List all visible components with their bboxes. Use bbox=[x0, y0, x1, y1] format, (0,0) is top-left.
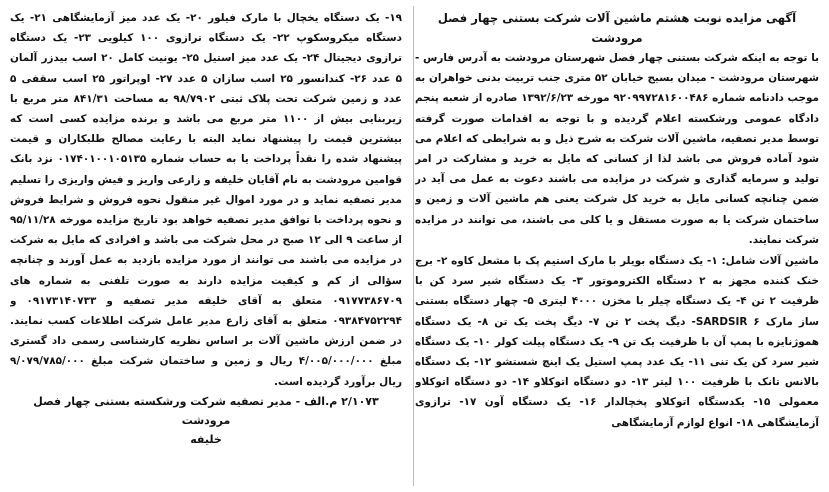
intro-paragraph: با توجه به اینکه شرکت بستنی چهار فصل شهرستان مرودشت به آدرس فارس - شهرستان مرودشت - میدان بسیج خیابان ۵۲ متری جنب تربیت بدنی خواهران به موجب دادنامه شماره ۹۲۰۹۹۷۲۸۱۶۰۰۴۸۶ مورخه ۱۳۹۲/۶/۲۳ صادره از شعبه پنجم دادگاه عمومی ورشکسته اعلام گردیده و با توجه به اقدامات صورت گرفته توسط مدیر تصفیه، ماشین آلات شرکت به شرح ذیل و به شرایطی که اعلام می شود آماده فروش می باشد لذا از کسانی که مایل به خرید و مشارکت در امر تولید و سرمایه گذاری و شرکت در مزایده می باشند دعوت به عمل می آید در ضمن چنانچه کسانی مایل به خرید کل شرکت یعنی هم ماشین آلات و زمین و ساختمان شرکت یا به صورت مستقل و یا کلی می باشند، می توانند در مزایده شرکت نمایند. bbox=[415, 52, 819, 246]
reference-code: ۲/۱۰۷۳ م.الف bbox=[304, 394, 379, 408]
separator: - bbox=[291, 394, 301, 408]
machinery-list: ماشین آلات شامل: ۱- یک دستگاه بویلر با مارک استیم پک با مشعل کاوه ۲- برج خنک کننده مجهز به ۲ دستگاه الکتروموتور ۳- یک دستگاه شیر سرد کن با ظرفیت ۲ تن ۴- یک دستگاه چیلر با مخزن ۴۰۰۰ لیتری ۵- چهار دستگاه بستنی ساز مارک SARDSIR ۶- دیگ پخت ۲ تن ۷- دیگ پخت یک تن ۸- یک دستگاه هموژنایزه با پمپ آن با ظرفیت یک تن ۹- یک دستگاه پیلت کولر ۱۰- یک دستگاه شیر سرد کن یک تنی ۱۱- یک عدد پمپ استیل یک اینچ شستشو ۱۲- یک دستگاه بالانس تانک با ظرفیت ۱۰۰ لیتر ۱۳- دو دستگاه اتوکلاو ۱۴- دو دستگاه اتوکلاو معمولی ۱۵- یکدستگاه اتوکلاو پخچالدار ۱۶- یک دستگاه آون ۱۷- ترازوی آزمایشگاهی ۱۸- انواع لوازم آزمایشگاهی bbox=[415, 255, 819, 429]
continued-paragraph: ۱۹- یک دستگاه یخچال با مارک فیلور ۲۰- یک عدد میز آزمایشگاهی ۲۱- یک دستگاه میکروسکوپ ۲۲- یک دستگاه ترازوی ۱۰۰ کیلویی ۲۳- یک دستگاه ترازوی دیجیتال ۲۴- یک عدد میز استیل ۲۵- یونیت کامل ۲۰ اسب بیدزر آلمان ۵ عدد ۲۶- کندانسور ۲۵ اسب سازان ۵ عدد ۲۷- اوپراتور ۲۵ اسب سقفی ۵ عدد و زمین شرکت تحت پلاک ثبتی ۹۸/۷۹۰۲ به مساحت ۸۴۱/۳۱ متر مربع با زیربنایی بیش از ۱۱۰۰ متر مربع می باشد و برنده مزایده کسی است که بیشترین قیمت را پیشنهاد نماید البته با رعایت مصالح طلبکاران و قیمت پیشنهاد شده را نقداً پرداخت یا به حساب شماره ۰۱۷۴۰۱۰۰۱۰۵۱۳۵ نزد بانک قوامین مرودشت به نام آقایان خلیفه و زارعی واریز و فیش واریزی را تسلیم مدیر تصفیه نماید و در مورد اموال غیر منقول نحوه فروش و شرایط فروش و نحوه پرداخت با توافق مدیر تصفیه خواهد بود تاریخ مزایده مورخه ۹۵/۱۱/۲۸ از ساعت ۹ الی ۱۲ صبح در محل شرکت می باشد و افرادی که مایل به شرکت در مزایده می باشند می توانند از مورد مزایده بازدید به عمل آورند و چنانچه سؤالی از کم و کیفیت مزایده دارند به صورت تلفنی به شماره های ۰۹۱۷۷۳۸۶۷۰۹ متعلق به آقای خلیفه مدیر تصفیه و ۰۹۱۷۳۱۴۰۷۳۳ و ۰۹۳۸۴۷۵۲۲۹۴ متعلق به آقای زارع مدیر عامل شرکت اطلاعات کسب نمایند. در ضمن ارزش ماشین آلات بر اساس نظریه کارشناسی رسمی داد گستری مبلغ ۴/۰۰۵/۰۰۰/۰۰۰ ریال و زمین و ساختمان شرکت مبلغ ۹/۰۷۹/۷۸۵/۰۰۰ ریال برآورد گردیده است. bbox=[10, 12, 402, 388]
signer-name: خلیفه bbox=[190, 432, 222, 446]
ad-title: آگهی مزایده نوبت هشتم ماشین آلات شرکت بستنی چهار فصل مرودشت bbox=[437, 11, 797, 45]
signature-title: مدیر تصفیه شرکت ورشکسته بستنی چهار فصل مرودشت bbox=[33, 394, 292, 427]
column-divider bbox=[413, 6, 414, 486]
left-column bbox=[10, 8, 402, 486]
right-column bbox=[415, 8, 819, 486]
signature-line bbox=[10, 392, 402, 430]
